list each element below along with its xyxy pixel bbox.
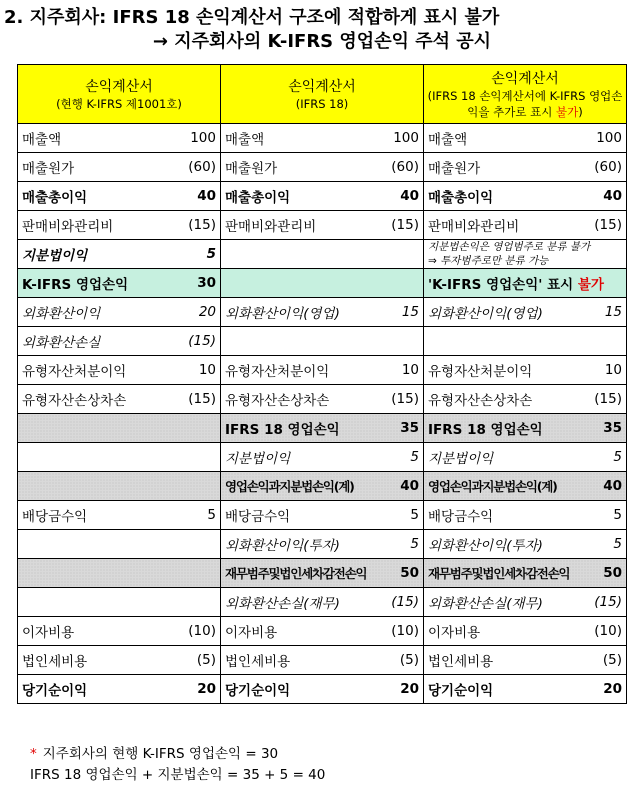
table-cell xyxy=(18,211,221,240)
table-cell xyxy=(221,675,424,704)
line-item-amount: 10 xyxy=(604,362,622,378)
table-cell xyxy=(221,559,424,588)
table-row xyxy=(18,646,627,675)
line-item-amount: (15) xyxy=(594,594,622,610)
table-cell xyxy=(424,472,627,501)
line-item-amount: (60) xyxy=(391,159,419,175)
table-cell xyxy=(221,443,424,472)
table-cell xyxy=(221,472,424,501)
line-item-amount: (10) xyxy=(188,623,216,639)
line-item-label: 유형자산손상차손 xyxy=(22,393,127,409)
table-cell xyxy=(424,269,627,298)
table-row xyxy=(18,472,627,501)
table-row xyxy=(18,414,627,443)
table-cell xyxy=(221,327,424,356)
table-cell xyxy=(424,588,627,617)
table-cell xyxy=(18,240,221,269)
line-item-label: 배당금수익 xyxy=(428,509,494,525)
table-cell xyxy=(221,414,424,443)
table-row xyxy=(18,588,627,617)
line-item-label: 지분법이익 xyxy=(428,451,494,467)
line-item-amount: (60) xyxy=(188,159,216,175)
table-row xyxy=(18,675,627,704)
line-item-amount: 35 xyxy=(400,420,419,436)
line-item-amount: (15) xyxy=(594,391,622,407)
table-cell xyxy=(424,182,627,211)
table-cell xyxy=(18,588,221,617)
line-item-label: 매출원가 xyxy=(225,161,278,177)
line-item-amount: 35 xyxy=(603,420,622,436)
line-item-amount: 20 xyxy=(400,681,419,697)
line-item-label: 유형자산처분이익 xyxy=(225,364,330,380)
line-item-label: 배당금수익 xyxy=(22,509,88,525)
table-cell xyxy=(18,472,221,501)
table-cell xyxy=(221,356,424,385)
line-item-amount: (15) xyxy=(188,333,216,349)
line-item-label: 지분법이익 xyxy=(22,248,88,264)
header-row xyxy=(18,65,627,124)
line-item-amount: 50 xyxy=(603,565,622,581)
table-row xyxy=(18,443,627,472)
line-item-amount: 40 xyxy=(197,188,216,204)
kifrs-not-allowed-text: 'K-IFRS 영업손익' 표시 xyxy=(428,277,578,293)
line-item-amount: 5 xyxy=(410,536,419,552)
line-item-amount: (5) xyxy=(602,652,622,668)
table-cell xyxy=(221,211,424,240)
line-item-label: 외화환산이익(투자) xyxy=(225,538,340,554)
table-cell xyxy=(424,124,627,153)
table-cell xyxy=(18,385,221,414)
line-item-amount: 15 xyxy=(401,304,419,320)
table-cell xyxy=(18,617,221,646)
table-cell xyxy=(424,356,627,385)
line-item-amount: (60) xyxy=(594,159,622,175)
table-cell xyxy=(18,153,221,182)
line-item-amount: 40 xyxy=(400,188,419,204)
table-cell xyxy=(424,298,627,327)
line-item-label: 유형자산처분이익 xyxy=(22,364,127,380)
line-item-label: 외화환산손실(재무) xyxy=(428,596,543,612)
table-cell xyxy=(18,182,221,211)
table-row xyxy=(18,617,627,646)
table-cell xyxy=(221,298,424,327)
line-item-label: 이자비용 xyxy=(428,625,481,641)
line-item-amount: (10) xyxy=(594,623,622,639)
footnote-line-2: IFRS 18 영업손익 + 지분법손익 = 35 + 5 = 40 xyxy=(30,767,326,783)
line-item-label: 매출원가 xyxy=(428,161,481,177)
table-row xyxy=(18,559,627,588)
table-cell xyxy=(221,240,424,269)
line-item-label: 외화환산손실(재무) xyxy=(225,596,340,612)
line-item-label: 영업손익과지분법손익(계) xyxy=(428,479,557,494)
line-item-label: 매출원가 xyxy=(22,161,75,177)
line-item-amount: 5 xyxy=(613,507,622,523)
not-allowed-label: 불가 xyxy=(577,277,604,293)
table-row xyxy=(18,298,627,327)
line-item-label: 판매비와관리비 xyxy=(225,219,317,235)
line-item-label: 당기순이익 xyxy=(428,683,494,699)
line-item-amount: (15) xyxy=(188,391,216,407)
table-cell xyxy=(18,356,221,385)
table-row xyxy=(18,211,627,240)
page-title xyxy=(0,6,644,54)
table-cell xyxy=(221,530,424,559)
line-item-amount: (15) xyxy=(188,217,216,233)
table-cell xyxy=(424,327,627,356)
line-item-amount: 20 xyxy=(603,681,622,697)
table-cell xyxy=(18,269,221,298)
table-row xyxy=(18,356,627,385)
table-cell xyxy=(221,385,424,414)
comparison-table xyxy=(17,64,627,704)
table-cell xyxy=(424,530,627,559)
table-cell xyxy=(424,385,627,414)
table-row xyxy=(18,124,627,153)
line-item-label: 당기순이익 xyxy=(22,683,88,699)
line-item-label: 유형자산손상차손 xyxy=(428,393,533,409)
line-item-amount: (15) xyxy=(594,217,622,233)
line-item-amount: 40 xyxy=(603,188,622,204)
header-current-kifrs: 손익계산서 (현행 K-IFRS 제1001호) xyxy=(18,65,221,124)
line-item-amount: 5 xyxy=(410,507,419,523)
table-cell xyxy=(221,646,424,675)
line-item-amount: (5) xyxy=(196,652,216,668)
table-row xyxy=(18,240,627,269)
line-item-amount: 100 xyxy=(393,130,419,146)
line-item-amount: 15 xyxy=(604,304,622,320)
table-row xyxy=(18,269,627,298)
line-item-label: IFRS 18 영업손익 xyxy=(225,422,340,438)
line-item-label: 판매비와관리비 xyxy=(428,219,520,235)
classification-note: ⇒ 투자범주로만 분류 가능 xyxy=(428,255,549,267)
header-ifrs18-with-kifrs: 손익계산서 (IFRS 18 손익계산서에 K-IFRS 영업손익을 추가로 표시 불가) xyxy=(424,65,627,124)
line-item-amount: 5 xyxy=(613,449,622,465)
line-item-label: 유형자산손상차손 xyxy=(225,393,330,409)
table-cell xyxy=(221,501,424,530)
line-item-label: 외화환산이익(영업) xyxy=(428,306,543,322)
table-cell xyxy=(18,327,221,356)
line-item-label: 배당금수익 xyxy=(225,509,291,525)
table-cell xyxy=(18,124,221,153)
line-item-amount: (5) xyxy=(399,652,419,668)
line-item-label: 이자비용 xyxy=(22,625,75,641)
line-item-amount: 50 xyxy=(400,565,419,581)
footnote-line-1: 지주회사의 현행 K-IFRS 영업손익 = 30 xyxy=(42,746,279,762)
table-cell xyxy=(221,124,424,153)
line-item-amount: 40 xyxy=(603,478,622,494)
line-item-label: 법인세비용 xyxy=(225,654,291,670)
line-item-label: 매출총이익 xyxy=(22,190,88,206)
line-item-label: 외화환산이익(영업) xyxy=(225,306,340,322)
line-item-label: 법인세비용 xyxy=(428,654,494,670)
line-item-amount: (10) xyxy=(391,623,419,639)
table-cell xyxy=(424,240,627,269)
line-item-amount: 100 xyxy=(596,130,622,146)
table-cell xyxy=(424,501,627,530)
line-item-label: 외화환산이익 xyxy=(22,306,101,322)
title-line-1: 2. 지주회사: IFRS 18 손익계산서 구조에 적합하게 표시 불가 xyxy=(4,7,500,28)
line-item-label: 매출액 xyxy=(22,132,62,148)
line-item-label: 외화환산이익(투자) xyxy=(428,538,543,554)
line-item-label: 매출액 xyxy=(225,132,265,148)
line-item-label: 매출액 xyxy=(428,132,468,148)
line-item-amount: 10 xyxy=(198,362,216,378)
table-row xyxy=(18,153,627,182)
line-item-label: 외화환산손실 xyxy=(22,335,101,351)
table-cell xyxy=(424,675,627,704)
line-item-label: 이자비용 xyxy=(225,625,278,641)
line-item-amount: 5 xyxy=(613,536,622,552)
line-item-label: K-IFRS 영업손익 xyxy=(22,277,129,293)
table-cell xyxy=(424,617,627,646)
line-item-label: 재무범주및법인세차감전손익 xyxy=(428,566,570,581)
line-item-label: 법인세비용 xyxy=(22,654,88,670)
table-cell xyxy=(424,646,627,675)
line-item-label: 영업손익과지분법손익(계) xyxy=(225,479,354,494)
line-item-amount: 5 xyxy=(206,246,216,262)
table-cell xyxy=(221,182,424,211)
table-cell xyxy=(221,269,424,298)
table-cell xyxy=(18,414,221,443)
line-item-amount: 5 xyxy=(207,507,216,523)
line-item-amount: 20 xyxy=(198,304,216,320)
classification-note: 지분법손익은 영업범주로 분류 불가 xyxy=(428,241,591,253)
table-cell xyxy=(424,153,627,182)
table-cell xyxy=(221,153,424,182)
line-item-label: 매출총이익 xyxy=(225,190,291,206)
title-line-2: → 지주회사의 K-IFRS 영업손익 주석 공시 xyxy=(152,31,492,52)
line-item-label: 당기순이익 xyxy=(225,683,291,699)
table-cell xyxy=(18,298,221,327)
line-item-amount: 20 xyxy=(197,681,216,697)
line-item-amount: 10 xyxy=(401,362,419,378)
table-cell xyxy=(221,617,424,646)
table-cell xyxy=(18,646,221,675)
table-row xyxy=(18,530,627,559)
line-item-amount: 100 xyxy=(190,130,216,146)
table-cell xyxy=(221,588,424,617)
table-row xyxy=(18,327,627,356)
footnote: * 지주회사의 현행 K-IFRS 영업손익 = 30 IFRS 18 영업손익 + 지분법손익 = 35 + 5 = 40 xyxy=(30,746,326,783)
line-item-label: 판매비와관리비 xyxy=(22,219,114,235)
line-item-label: IFRS 18 영업손익 xyxy=(428,422,543,438)
line-item-label: 매출총이익 xyxy=(428,190,494,206)
line-item-amount: 5 xyxy=(410,449,419,465)
line-item-amount: (15) xyxy=(391,594,419,610)
table-cell xyxy=(18,530,221,559)
line-item-amount: (15) xyxy=(391,217,419,233)
header-ifrs18: 손익계산서 (IFRS 18) xyxy=(221,65,424,124)
line-item-label: 지분법이익 xyxy=(225,451,291,467)
line-item-amount: 40 xyxy=(400,478,419,494)
table-cell xyxy=(424,211,627,240)
table-cell xyxy=(18,443,221,472)
line-item-amount: (15) xyxy=(391,391,419,407)
table-cell xyxy=(18,559,221,588)
table-cell xyxy=(424,414,627,443)
line-item-amount: 30 xyxy=(197,275,216,291)
table-cell xyxy=(18,501,221,530)
line-item-label: 유형자산처분이익 xyxy=(428,364,533,380)
table-row xyxy=(18,501,627,530)
line-item-label: 재무범주및법인세차감전손익 xyxy=(225,566,367,581)
table-row xyxy=(18,182,627,211)
table-cell xyxy=(424,559,627,588)
table-row xyxy=(18,385,627,414)
table-cell xyxy=(424,443,627,472)
table-cell xyxy=(18,675,221,704)
